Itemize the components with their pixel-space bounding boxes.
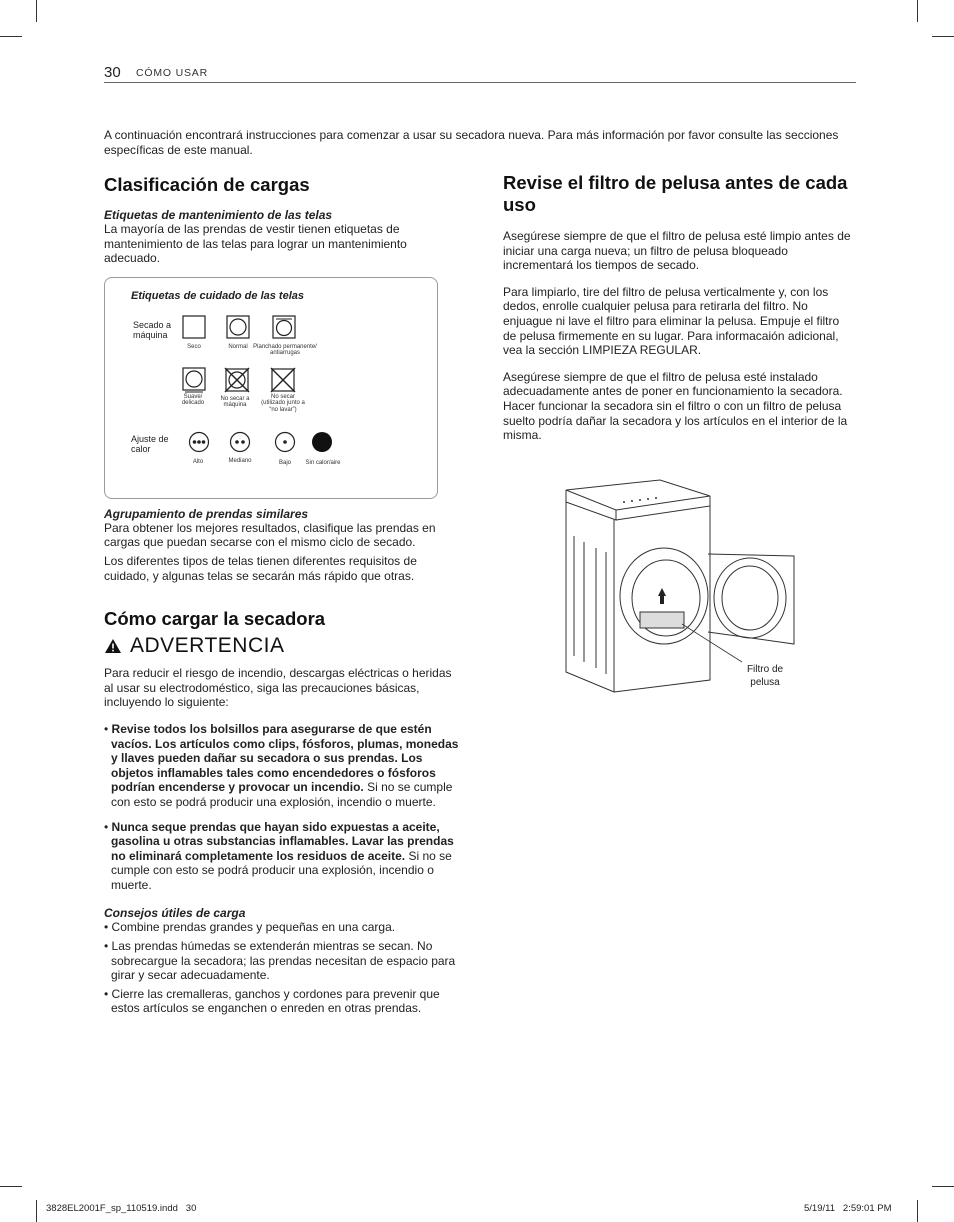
sort-loads-heading: Clasificación de cargas (104, 174, 310, 195)
warning-bullet-bold: Revise todos los bolsillos para asegurarse de que estén vacíos. Los artículos como clips, fósforos, plumas, monedas y llaves pueden dañar su secadora o sus prendas. Los objetos inflamables tales como encendedores o fósforos podrían encenderse y provocar un incendio. (111, 721, 459, 795)
crop-mark (36, 1200, 37, 1222)
tips-subheading: Consejos útiles de carga (104, 906, 246, 921)
crop-mark (0, 1186, 22, 1187)
heat-setting-label: Ajuste de calor (131, 433, 169, 455)
loading-heading: Cómo cargar la secadora (104, 608, 326, 630)
dry-square-icon (182, 315, 206, 339)
care-labels-box (104, 277, 438, 499)
heat-medium-icon (229, 431, 251, 453)
symbol-label: No secar (utilizado junto a “no lavar”) (261, 393, 305, 413)
heat-level-label: Sin calor/aire (305, 459, 341, 466)
symbol-label: No secar a máquina (220, 395, 250, 409)
tip-item: • Cierre las cremalleras, ganchos y cordones para prevenir que estos artículos se enganchen o enreden en otras prendas. (104, 986, 440, 1016)
grouping-text: Los diferentes tipos de telas tienen diferentes requisitos de cuidado, y algunas telas se secarán más rápido que otras. (104, 553, 417, 583)
no-heat-icon (311, 431, 333, 453)
lint-filter-text: Asegúrese siempre de que el filtro de pelusa esté instalado adecuadamente antes de poner en funcionamiento la secadora. Hacer funcionar la secadora sin el filtro o con un filtro de pelusa suelto podría dañar la secadora y los artículos en el interior de la misma. (503, 369, 848, 443)
heat-level-label: Alto (192, 458, 204, 465)
crop-mark (932, 36, 954, 37)
crop-mark (917, 0, 918, 22)
tip-text: Combine prendas grandes y pequeñas en una carga. (111, 920, 396, 935)
header-rule (104, 82, 856, 83)
warning-bullet-text: Si no se cumple con esto se podrá producir una explosión, incendio o muerte. (111, 848, 452, 892)
delicate-icon (182, 367, 206, 393)
heat-low-icon (274, 431, 296, 453)
footer-timestamp: 5/19/11 2:59:01 PM (804, 1203, 892, 1214)
grouping-text: Para obtener los mejores resultados, clasifique las prendas en cargas que puedan secarse con el mismo ciclo de secado. (104, 520, 436, 550)
care-labels-subheading: Etiquetas de mantenimiento de las telas (104, 208, 333, 222)
warning-bullet: • Revise todos los bolsillos para asegurarse de que estén vacíos. Los artículos como clips, fósforos, plumas, monedas y llaves pueden dañar su secadora o sus prendas. Los objetos inflamables tales como encendedores o fósforos podrían encenderse y provocar un incendio. Si no se cumple con esto se podrá producir una explosión, incendio o muerte. (104, 721, 459, 809)
lint-filter-text: Para limpiarlo, tire del filtro de pelusa verticalmente y, con los dedos, enrolle cualquier pelusa para retirarla del filtro. No enjuague ni lave el filtro para eliminar la pelusa. Empuje el filtro de pelusa firmemente en su lugar. Para informacaión adicional, vea la sección LIMPIEZA REGULAR. (503, 284, 840, 358)
symbol-label: Seco (187, 343, 201, 350)
heat-high-icon (188, 431, 210, 453)
permanent-press-icon (272, 315, 296, 339)
warning-heading (104, 634, 464, 658)
section-title: CÓMO USAR (136, 67, 208, 79)
warning-icon (104, 638, 122, 654)
warning-title: ADVERTENCIA (130, 634, 285, 658)
warning-bullet-text: Si no se cumple con esto se podrá producir una explosión, incendio o muerte. (111, 780, 453, 809)
heat-level-label: Mediano (228, 457, 252, 464)
lint-filter-text: Asegúrese siempre de que el filtro de pelusa esté limpio antes de iniciar una carga nueva; un filtro de pelusa bloqueado incrementará los tiempos de secado. (503, 229, 851, 273)
left-column (104, 174, 464, 1016)
care-box-title: Etiquetas de cuidado de las telas (131, 289, 304, 302)
symbol-label: Normal (228, 343, 248, 350)
dry-normal-icon (226, 315, 250, 339)
tip-item: • Combine prendas grandes y pequeñas en una carga. (104, 920, 396, 935)
symbol-label: Suave/ delicado (181, 393, 205, 407)
dryer-illustration (560, 476, 802, 694)
do-not-dry-icon (270, 367, 296, 393)
footer-file: 3828EL2001F_sp_110519.indd 30 (46, 1203, 197, 1214)
crop-mark (917, 1200, 918, 1222)
tip-item: • Las prendas húmedas se extenderán mientras se secan. No sobrecargue la secadora; las prendas necesitan de espacio para girar y secar adecuadamente. (104, 939, 456, 983)
warning-bullet-bold: Nunca seque prendas que hayan sido expuestas a aceite, gasolina u otras substancias inflamables. Lavar las prendas no eliminará completamente los residuos de aceite. (111, 819, 454, 863)
intro-paragraph: A continuación encontrará instrucciones para comenzar a usar su secadora nueva. Para más información por favor consulte las secciones específicas de este manual. (104, 128, 839, 157)
machine-dry-label: Secado a máquina (133, 319, 172, 341)
lint-filter-label: Filtro de pelusa (746, 664, 784, 688)
care-labels-text: La mayoría de las prendas de vestir tienen etiquetas de mantenimiento de las telas para lograr un mantenimiento adecuado. (104, 222, 407, 266)
symbol-label: Planchado permanente/ antiarrugas (253, 343, 317, 357)
crop-mark (0, 36, 22, 37)
warning-bullet: • Nunca seque prendas que hayan sido expuestas a aceite, gasolina u otras substancias inflamables. Lavar las prendas no eliminará completamente los residuos de aceite. Si no se cumple con esto se podrá producir una explosión, incendio o muerte. (104, 819, 454, 892)
crop-mark (932, 1186, 954, 1187)
right-column (503, 172, 855, 443)
lint-filter-heading: Revise el filtro de pelusa antes de cada uso (503, 172, 848, 215)
heat-level-label: Bajo (278, 459, 291, 466)
tip-text: Las prendas húmedas se extenderán mientras se secan. No sobrecargue la secadora; las prendas necesitan de espacio para girar y secar adecuadamente. (111, 939, 456, 983)
do-not-tumble-dry-icon (224, 367, 250, 393)
page-number: 30 (104, 64, 121, 81)
warning-text: Para reducir el riesgo de incendio, descargas eléctricas o heridas al usar su electrodoméstico, siga las precauciones básicas, incluyendo lo siguiente: (104, 666, 452, 710)
crop-mark (36, 0, 37, 22)
grouping-subheading: Agrupamiento de prendas similares (104, 506, 309, 521)
tip-text: Cierre las cremalleras, ganchos y cordones para prevenir que estos artículos se enganchen o enreden en otras prendas. (111, 986, 440, 1016)
